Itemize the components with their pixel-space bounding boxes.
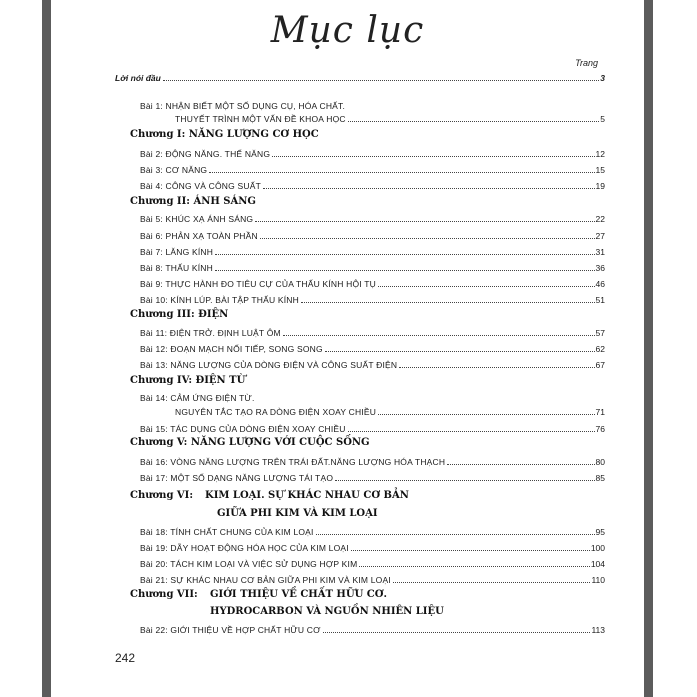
entry-label: Bài 9: THỰC HÀNH ĐO TIÊU CỰ CỦA THẤU KÍNH HỘI TỤ [140,279,377,289]
dot-leader [209,172,594,173]
dot-leader [447,464,594,465]
chapter-heading [130,490,193,501]
entry-label: Bài 4: CÔNG VÀ CÔNG SUẤT [140,181,261,191]
toc-entry [140,279,605,289]
chapter-title-line: HYDROCARBON VÀ NGUỒN NHIÊN LIỆU [210,606,444,617]
entry-label: Lời nói đầu [115,73,161,83]
toc-entry [140,575,605,585]
entry-page: 46 [595,279,605,289]
toc-entry [140,181,605,191]
dot-leader [348,121,600,122]
toc-entry [140,625,605,635]
toc-entry-continued [175,407,605,417]
dot-leader [215,270,595,271]
entry-page: 19 [595,181,605,191]
entry-page: 110 [591,575,605,585]
toc-entry [140,263,605,273]
entry-label: Bài 8: THẤU KÍNH [140,263,213,273]
chapter-heading: Chương III: ĐIỆN [130,309,229,320]
entry-label: Bài 20: TÁCH KIM LOẠI VÀ VIỆC SỬ DỤNG HỢP KIM [140,559,358,569]
chapter-title-line: GIỮA PHI KIM VÀ KIM LOẠI [217,508,378,519]
toc-entry [140,424,605,434]
entry-page: 12 [595,149,605,159]
entry-page: 67 [595,360,605,370]
toc-entry [140,344,605,354]
dot-leader [325,351,595,352]
entry-label: Bài 12: ĐOẠN MẠCH NỐI TIẾP, SONG SONG [140,344,323,354]
dot-leader [393,582,591,583]
toc-entry [140,328,605,338]
dot-leader [348,431,595,432]
toc-entry [140,527,605,537]
entry-label: THUYẾT TRÌNH MỘT VẤN ĐỀ KHOA HỌC [175,114,346,124]
page-number: 242 [115,651,136,665]
dot-leader [335,480,594,481]
dot-leader [301,302,595,303]
chapter-heading: Chương V: NĂNG LƯỢNG VỚI CUỘC SỐNG [130,437,370,448]
toc-entry [140,473,605,483]
dot-leader [263,188,595,189]
chapter-prefix: Chương VI: [130,490,194,501]
entry-page: 71 [595,407,605,417]
entry-page: 3 [600,73,605,83]
entry-page: 22 [595,214,605,224]
chapter-heading: Chương IV: ĐIỆN TỪ [130,375,246,386]
entry-label: Bài 1: NHẬN BIẾT MỘT SỐ DỤNG CỤ, HÓA CHẤT. [140,101,346,111]
toc-entry [140,457,605,467]
entry-page: 76 [595,424,605,434]
entry-label: Bài 3: CƠ NĂNG [140,165,208,175]
entry-page: 27 [595,231,605,241]
entry-label: Bài 10: KÍNH LÚP. BÀI TẬP THẤU KÍNH [140,295,299,305]
entry-label: Bài 7: LĂNG KÍNH [140,247,214,257]
dot-leader [399,367,594,368]
toc-entry [140,214,605,224]
dot-leader [260,238,595,239]
dot-leader [163,80,599,81]
toc-entry [140,543,605,553]
dot-leader [359,566,589,567]
dot-leader [215,254,594,255]
dot-leader [283,335,595,336]
chapter-heading [130,589,198,600]
chapter-title-line: KIM LOẠI. SỰ KHÁC NHAU CƠ BẢN [205,490,409,501]
dot-leader [255,221,594,222]
entry-label: Bài 22: GIỚI THIỆU VỀ HỢP CHẤT HỮU CƠ [140,625,321,635]
toc-entry [140,165,605,175]
chapter-title-line: GIỚI THIỆU VỀ CHẤT HỮU CƠ. [210,589,387,600]
entry-label: Bài 16: VÒNG NĂNG LƯỢNG TRÊN TRÁI ĐẤT.NĂNG LƯỢNG HÓA THẠCH [140,457,446,467]
toc-entry [140,360,605,370]
entry-page: 95 [595,527,605,537]
entry-label: Bài 17: MỘT SỐ DẠNG NĂNG LƯỢNG TÁI TẠO [140,473,334,483]
entry-label: Bài 15: TÁC DỤNG CỦA DÒNG ĐIỆN XOAY CHIỀU [140,424,346,434]
dot-leader [351,550,590,551]
dot-leader [272,156,594,157]
toc-entry [140,231,605,241]
entry-label: Bài 14: CẢM ỨNG ĐIỆN TỪ. [140,393,255,403]
toc-entry [140,559,605,569]
entry-label: Bài 11: ĐIỆN TRỞ. ĐỊNH LUẬT ÔM [140,328,281,338]
entry-page: 113 [591,625,605,635]
page-column-label: Trang [575,58,598,68]
entry-label: Bài 6: PHẢN XẠ TOÀN PHẦN [140,231,258,241]
entry-page: 31 [595,247,605,257]
page-title: Mục lục [270,10,425,51]
entry-page: 5 [600,114,605,124]
toc-entry [140,149,605,159]
entry-label: Bài 2: ĐỘNG NĂNG. THẾ NĂNG [140,149,271,159]
entry-page: 80 [595,457,605,467]
toc-entry [140,393,605,403]
entry-page: 36 [595,263,605,273]
entry-label: Bài 21: SỰ KHÁC NHAU CƠ BẢN GIỮA PHI KIM VÀ KIM LOẠI [140,575,391,585]
dot-leader [323,632,591,633]
entry-label: Bài 18: TÍNH CHẤT CHUNG CỦA KIM LOẠI [140,527,314,537]
toc-entry [140,247,605,257]
chapter-prefix: Chương VII: [130,589,198,600]
entry-page: 85 [595,473,605,483]
chapter-heading: Chương I: NĂNG LƯỢNG CƠ HỌC [130,129,319,140]
book-page [51,0,644,697]
entry-page: 104 [590,559,605,569]
toc-entry [140,101,605,111]
dot-leader [378,286,595,287]
toc-entry-continued [175,114,605,124]
entry-label: NGUYÊN TẮC TẠO RA DÒNG ĐIỆN XOAY CHIỀU [175,407,377,417]
dot-leader [378,414,594,415]
dot-leader [316,534,595,535]
toc-entry [140,295,605,305]
entry-label: Bài 5: KHÚC XẠ ÁNH SÁNG [140,214,254,224]
entry-page: 57 [595,328,605,338]
entry-label: Bài 19: DÃY HOẠT ĐỘNG HÓA HỌC CỦA KIM LOẠI [140,543,349,553]
entry-page: 100 [590,543,605,553]
toc-preface [115,73,605,83]
entry-page: 62 [595,344,605,354]
chapter-heading: Chương II: ÁNH SÁNG [130,196,256,207]
entry-label: Bài 13: NĂNG LƯỢNG CỦA DÒNG ĐIỆN VÀ CÔNG SUẤT ĐIỆN [140,360,398,370]
entry-page: 15 [595,165,605,175]
entry-page: 51 [595,295,605,305]
